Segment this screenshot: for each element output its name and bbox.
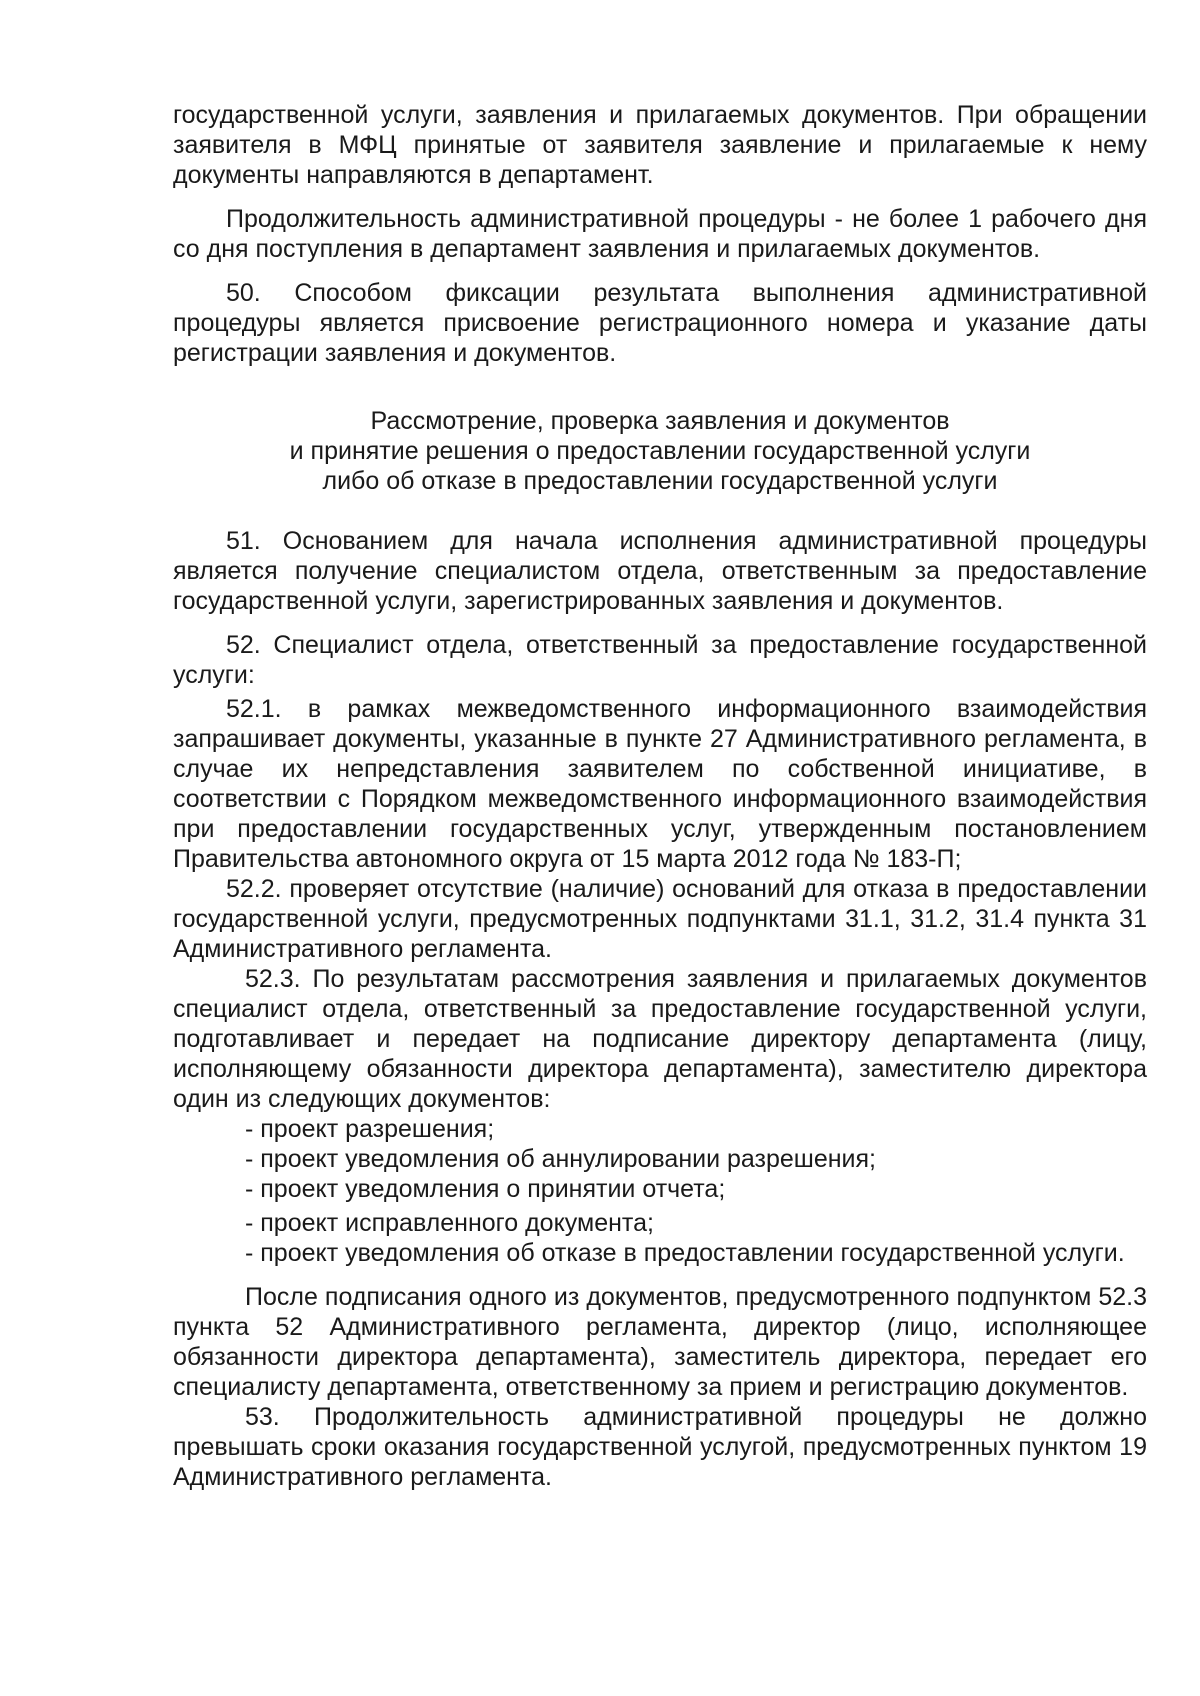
section-heading-line-2: и принятие решения о предоставлении государственной услуги — [289, 437, 1031, 465]
list-item: - проект разрешения; — [245, 1115, 495, 1143]
list-item: - проект уведомления об отказе в предоставлении государственной услуги. — [245, 1239, 1125, 1267]
paragraph-duration: Продолжительность административной процедуры - не более 1 рабочего дня со дня поступления в департамент заявления и прилагаемых документов. — [173, 205, 1147, 263]
paragraph-after-signing: После подписания одного из документов, предусмотренного подпунктом 52.3 пункта 52 Административного регламента, директор (лицо, исполняющее обязанности директора департамента), заместитель директора, передает его специалисту департамента, ответственному за прием и регистрацию документов. — [173, 1283, 1147, 1401]
paragraph-52-1: 52.1. в рамках межведомственного информационного взаимодействия запрашивает документы, указанные в пункте 27 Административного регламента, в случае их непредставления заявителем по собственной инициативе, в соответствии с Порядком межведомственного информационного взаимодействия при предоставлении государственных услуг, утвержденным постановлением Правительства автономного округа от 15 марта 2012 года № 183-П; — [173, 695, 1147, 873]
list-item: - проект уведомления о принятии отчета; — [245, 1175, 726, 1203]
section-heading — [173, 406, 1147, 496]
paragraph-continuation: государственной услуги, заявления и прилагаемых документов. При обращении заявителя в МФЦ принятые от заявителя заявление и прилагаемые к нему документы направляются в департамент. — [173, 101, 1147, 189]
paragraph-52-3: 52.3. По результатам рассмотрения заявления и прилагаемых документов специалист отдела, ответственный за предоставление государственной услуги, подготавливает и передает на подписание директору департамента (лицу, исполняющему обязанности директора департамента), заместителю директора один из следующих документов: — [173, 965, 1147, 1113]
document-body — [173, 100, 1147, 1492]
paragraph-52: 52. Специалист отдела, ответственный за предоставление государственной услуги: — [173, 631, 1147, 689]
paragraph-50: 50. Способом фиксации результата выполнения административной процедуры является присвоение регистрационного номера и указание даты регистрации заявления и документов. — [173, 279, 1147, 367]
list-item: - проект уведомления об аннулировании разрешения; — [245, 1145, 877, 1173]
section-heading-line-3: либо об отказе в предоставлении государственной услуги — [322, 467, 998, 495]
list-item: - проект исправленного документа; — [245, 1209, 654, 1237]
section-heading-line-1: Рассмотрение, проверка заявления и документов — [370, 407, 950, 435]
paragraph-51: 51. Основанием для начала исполнения административной процедуры является получение специалистом отдела, ответственным за предоставление государственной услуги, зарегистрированных заявления и документов. — [173, 527, 1147, 615]
paragraph-52-2: 52.2. проверяет отсутствие (наличие) оснований для отказа в предоставлении государственной услуги, предусмотренных подпунктами 31.1, 31.2, 31.4 пункта 31 Административного регламента. — [173, 875, 1147, 963]
paragraph-53: 53. Продолжительность административной процедуры не должно превышать сроки оказания государственной услугой, предусмотренных пунктом 19 Административного регламента. — [173, 1403, 1147, 1491]
